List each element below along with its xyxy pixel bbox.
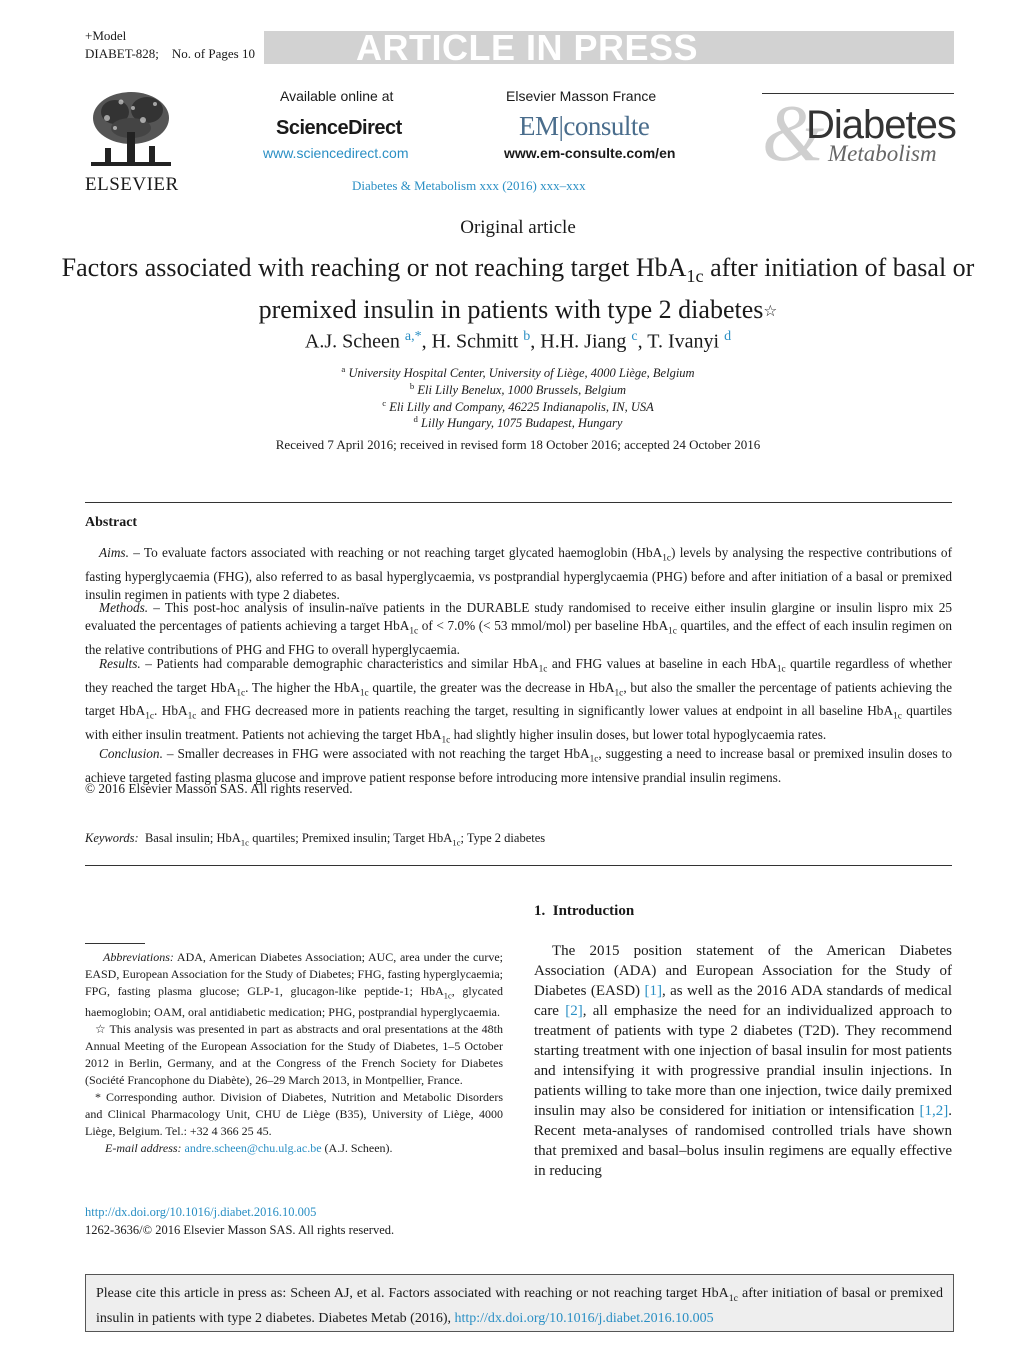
logo-ampersand: &	[762, 90, 825, 178]
citation-box: Please cite this article in press as: Scheen AJ, et al. Factors associated with reaching or not reaching target HbA$_{1c}$ after initiation of basal or premixed insulin in patients with type 2 diabetes. Diabetes Metab (2016), http://dx.doi.org/10.1016/j.diabet.2016.10.005	[85, 1274, 954, 1332]
elsevier-wordmark: ELSEVIER	[85, 174, 179, 195]
article-in-press-banner: ARTICLE IN PRESS	[356, 27, 699, 68]
corresponding-author-footnote: * Corresponding author. Division of Diabetes, Nutrition and Metabolic Disorders and Clinical Pharmacology Unit, CHU de Liège (B35), University of Liège, 4000 Liège, Belgium. Tel.: +32 4 366 25 45.	[85, 1090, 503, 1139]
author-name[interactable]: H.H. Jiang	[540, 330, 627, 353]
author-name[interactable]: H. Schmitt	[431, 330, 519, 353]
author-name[interactable]: A.J. Scheen	[304, 330, 400, 353]
sciencedirect-logo: ScienceDirect	[276, 117, 402, 139]
model-label: +Model	[85, 28, 127, 43]
keywords: Keywords: Basal insulin; HbA$_{1c}$ quartiles; Premixed insulin; Target HbA$_{1c}$; Type 2 diabetes	[85, 831, 546, 848]
journal-citation-line[interactable]: Diabetes & Metabolism xxx (2016) xxx–xxx	[352, 178, 586, 193]
author-sup[interactable]: a,*	[404, 329, 422, 344]
elsevier-masson-label: Elsevier Masson France	[506, 88, 657, 104]
issn-copyright: 1262-3636/© 2016 Elsevier Masson SAS. All rights reserved.	[85, 1223, 395, 1237]
introduction-heading: 1. Introduction	[534, 903, 635, 919]
em-consulte-logo: EM|consulte	[519, 111, 650, 141]
author-name[interactable]: T. Ivanyi	[647, 330, 720, 353]
abstract-results: Results. – Patients had comparable demographic characteristics and similar HbA$_{1c}$ and FHG values at baseline in each HbA$_{1c}$ quartile regardless of whether they reached the target HbA$_{1c}$. The higher the HbA$_{1c}$ quartile, the greater was the decrease in HbA$_{1c}$, but also the smaller the percentage of patients achieving the target HbA$_{1c}$. HbA$_{1c}$ and FHG decreased more in patients reaching the target, resulting in significantly lower values at endpoint in all baseline HbA$_{1c}$ quartiles with either insulin treatment. Patients not achieving the target HbA$_{1c}$ had slightly higher insulin doses, but lower total hypoglycaemia rates.	[85, 656, 952, 746]
reference-link[interactable]: [1]	[644, 983, 662, 999]
footnotes	[85, 949, 503, 1157]
email-link[interactable]: andre.scheen@chu.ulg.ac.be	[184, 1141, 322, 1156]
footnote-rule	[85, 943, 145, 944]
article-title: Factors associated with reaching or not reaching target HbA$_{1c}$ after initiation of basal or premixed insulin in patients with type 2 diabetes☆	[61, 253, 975, 325]
abbreviations-footnote: Abbreviations: ADA, American Diabetes Association; AUC, area under the curve; EASD, European Association for the Study of Diabetes; FHG, fasting hyperglycaemia; FPG, fasting plasma glucose; GLP-1, glucagon-like peptide-1; HbA$_{1c}$, glycated haemoglobin; OAM, oral antidiabetic medication; PHG, postprandial hyperglycaemia.	[85, 950, 503, 1020]
abstract-aims: Aims. – To evaluate factors associated with reaching or not reaching target glycated haemoglobin (HbA$_{1c}$) levels by analysing the respective contributions of fasting hyperglycaemia (FHG), also referred to as basal hyperglycaemia, vs postprandial hyperglycaemia (PHG) before and after initiation of a basal or premixed insulin regimen in patients with type 2 diabetes.	[85, 545, 953, 602]
doi-link[interactable]: http://dx.doi.org/10.1016/j.diabet.2016.10.005	[85, 1205, 317, 1219]
received-dates: Received 7 April 2016; received in revised form 18 October 2016; accepted 24 October 2016	[275, 437, 761, 452]
citation-doi-link[interactable]: http://dx.doi.org/10.1016/j.diabet.2016.10.005	[454, 1310, 714, 1326]
author-list: A.J. Scheen $^{a,*}$, H. Schmitt $^b$, H.H. Jiang $^c$, T. Ivanyi $^d$	[304, 329, 732, 353]
affiliation: $^a$ University Hospital Center, University of Liège, 4000 Liège, Belgium	[341, 364, 695, 381]
affiliation: $^b$ Eli Lilly Benelux, 1000 Brussels, Belgium	[409, 381, 627, 398]
article-ref: DIABET-828; No. of Pages 10	[85, 46, 255, 61]
abstract-copyright: © 2016 Elsevier Masson SAS. All rights reserved.	[85, 781, 353, 796]
logo-diabetes-word: Diabetes	[806, 103, 956, 147]
author-sup[interactable]: c	[631, 329, 638, 344]
author-sup[interactable]: d	[724, 329, 732, 344]
abstract-heading: Abstract	[85, 515, 138, 530]
presentation-footnote: ☆ This analysis was presented in part as abstracts and oral presentations at the 48th Annual Meeting of the European Association for the Study of Diabetes, 1–5 October 2012 in Berlin, Germany, and at the Congress of the French Society for Diabetes (Société Francophone du Diabète), 26–29 March 2013, in Montpellier, France.	[85, 1022, 503, 1088]
abstract-conclusion: Conclusion. – Smaller decreases in FHG were associated with not reaching the target HbA$_{1c}$, suggesting a need to increase basal or premixed insulin doses to achieve targeted fasting plasma glucose and improve patient response before introducing more intensive prandial insulin regimens.	[85, 746, 952, 785]
reference-link[interactable]: [2]	[565, 1003, 583, 1019]
em-consulte-link[interactable]: www.em-consulte.com/en	[504, 145, 676, 161]
affiliation: $^d$ Lilly Hungary, 1075 Budapest, Hungary	[413, 414, 623, 431]
affiliation: $^c$ Eli Lilly and Company, 46225 Indianapolis, IN, USA	[382, 398, 654, 415]
abstract-bottom-rule	[85, 865, 952, 866]
article-type: Original article	[460, 217, 576, 238]
author-sup[interactable]: b	[523, 329, 531, 344]
diabetes-metabolism-logo	[762, 90, 956, 178]
logo-metabolism-word: Metabolism	[828, 141, 937, 166]
email-footnote: E-mail address: andre.scheen@chu.ulg.ac.be (A.J. Scheen).	[105, 1141, 393, 1156]
reference-link[interactable]: [1,2]	[919, 1103, 949, 1119]
abstract-methods: Methods. – This post-hoc analysis of insulin-naïve patients in the DURABLE study randomised to receive either insulin glargine or insulin lispro mix 25 evaluated the percentages of patients achieving a target HbA$_{1c}$ of < 7.0% (< 53 mmol/mol) per baseline HbA$_{1c}$ quartiles, and the effect of each insulin regimen on the relative contributions of PHG and FHG to overall hyperglycaemia.	[85, 600, 953, 657]
sciencedirect-link[interactable]: www.sciencedirect.com	[263, 145, 409, 161]
available-online-label: Available online at	[280, 88, 394, 104]
abstract-top-rule	[85, 502, 952, 503]
introduction-paragraph: The 2015 position statement of the American Diabetes Association (ADA) and European Association for the Study of Diabetes (EASD) [1], as well as the 2016 ADA standards of medical care [2], all emphasize the need for an individualized approach to treatment of patients with type 2 diabetes (T2D). They recommend starting treatment with one injection of basal insulin for most patients and intensifying it with progressive prandial insulin injections. In patients willing to take more than one injection, twice daily premixed insulin may also be considered for initiation or intensification [1,2]. Recent meta-analyses of randomised controlled trials have shown that premixed and basal–bolus insulin regimens are equally effective in reducing	[534, 943, 953, 1179]
elsevier-tree-icon	[85, 88, 177, 176]
